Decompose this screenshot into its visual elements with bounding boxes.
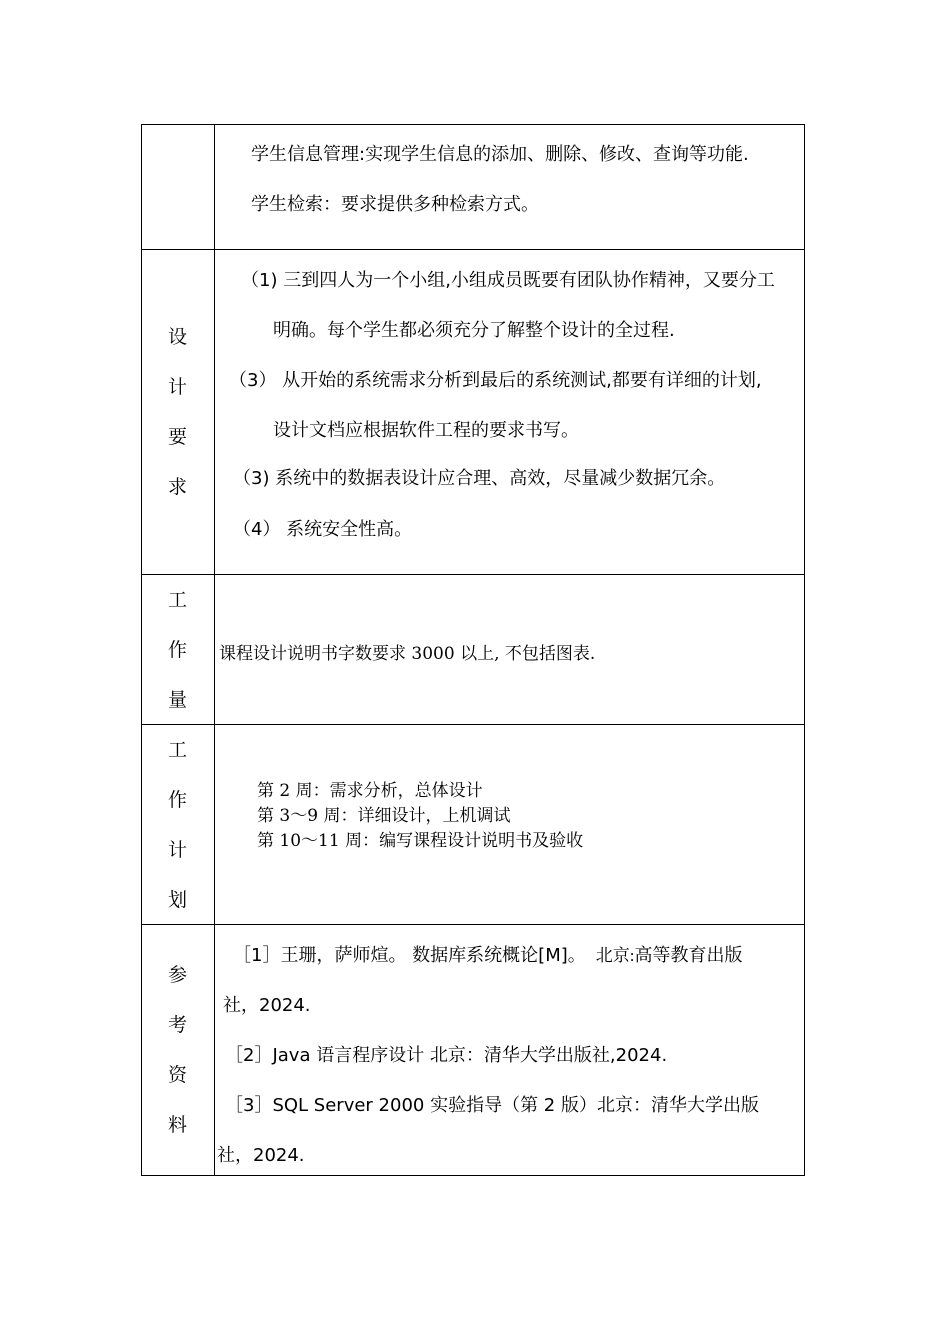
work-plan-row [141,725,804,924]
label-char: 作 [167,788,187,811]
reference-publisher: 高等教育出版 [634,945,743,966]
workload-content [215,575,804,724]
reference-line [233,941,742,967]
requirement-line: （3） 从开始的系统需求分析到最后的系统测试,都要有详细的计划, [229,370,762,391]
intro-line: 学生检索：要求提供多种检索方式。 [251,194,539,215]
design-requirements-row [141,250,804,574]
intro-line: 学生信息管理:实现学生信息的添加、删除、修改、查询等功能. [251,144,749,165]
label-char: 工 [167,588,187,611]
requirement-line: （4） 系统安全性高。 [233,519,413,540]
plan-line: 第 3～9 周：详细设计，上机调试 [257,806,511,826]
workload-text: 课程设计说明书字数要求 3000 以上, 不包括图表. [219,644,596,664]
workload-row [141,575,804,724]
requirement-line: 设计文档应根据软件工程的要求书写。 [273,420,579,441]
design-requirements-label [141,250,214,574]
plan-line: 第 10～11 周：编写课程设计说明书及验收 [257,831,584,851]
work-plan-content [215,725,804,924]
label-char: 划 [167,888,187,911]
work-plan-label [141,725,214,924]
reference-text: ［1］王珊，萨师煊。 数据库系统概论[M]。 [233,945,586,966]
plan-line: 第 2 周：需求分析，总体设计 [257,781,483,801]
reference-line: ［2］Java 语言程序设计 北京：清华大学出版社,2024. [225,1045,668,1066]
label-char: 计 [167,376,187,398]
label-char: 计 [167,838,187,861]
workload-label [141,575,214,724]
requirement-line: 明确。每个学生都必须充分了解整个设计的全过程. [273,320,675,341]
reference-line: ［3］SQL Server 2000 实验指导（第 2 版）北京：清华大学出版 [225,1095,759,1116]
label-char: 要 [167,426,187,448]
intro-row [141,125,804,249]
label-char: 作 [167,638,187,661]
label-char: 考 [167,1014,187,1036]
label-char: 求 [167,476,187,498]
design-requirements-content [215,250,804,574]
reference-publisher-city: 北京: [595,946,635,965]
reference-line: 社，2024. [217,1145,305,1166]
label-char: 资 [167,1064,187,1086]
references-label [141,925,214,1175]
table-bottom-border [141,1175,805,1176]
label-char: 参 [167,964,187,986]
references-content [215,925,804,1175]
reference-line: 社，2024. [223,995,311,1016]
label-char: 工 [167,738,187,761]
requirement-line: （1) 三到四人为一个小组,小组成员既要有团队协作精神，又要分工 [241,270,775,291]
requirement-line: （3) 系统中的数据表设计应合理、高效，尽量减少数据冗余。 [233,468,726,489]
label-char: 设 [167,326,187,348]
table-right-border [804,124,805,1176]
intro-content [215,125,804,249]
label-char: 料 [167,1114,187,1136]
references-row [141,925,804,1175]
label-char: 量 [167,688,187,711]
